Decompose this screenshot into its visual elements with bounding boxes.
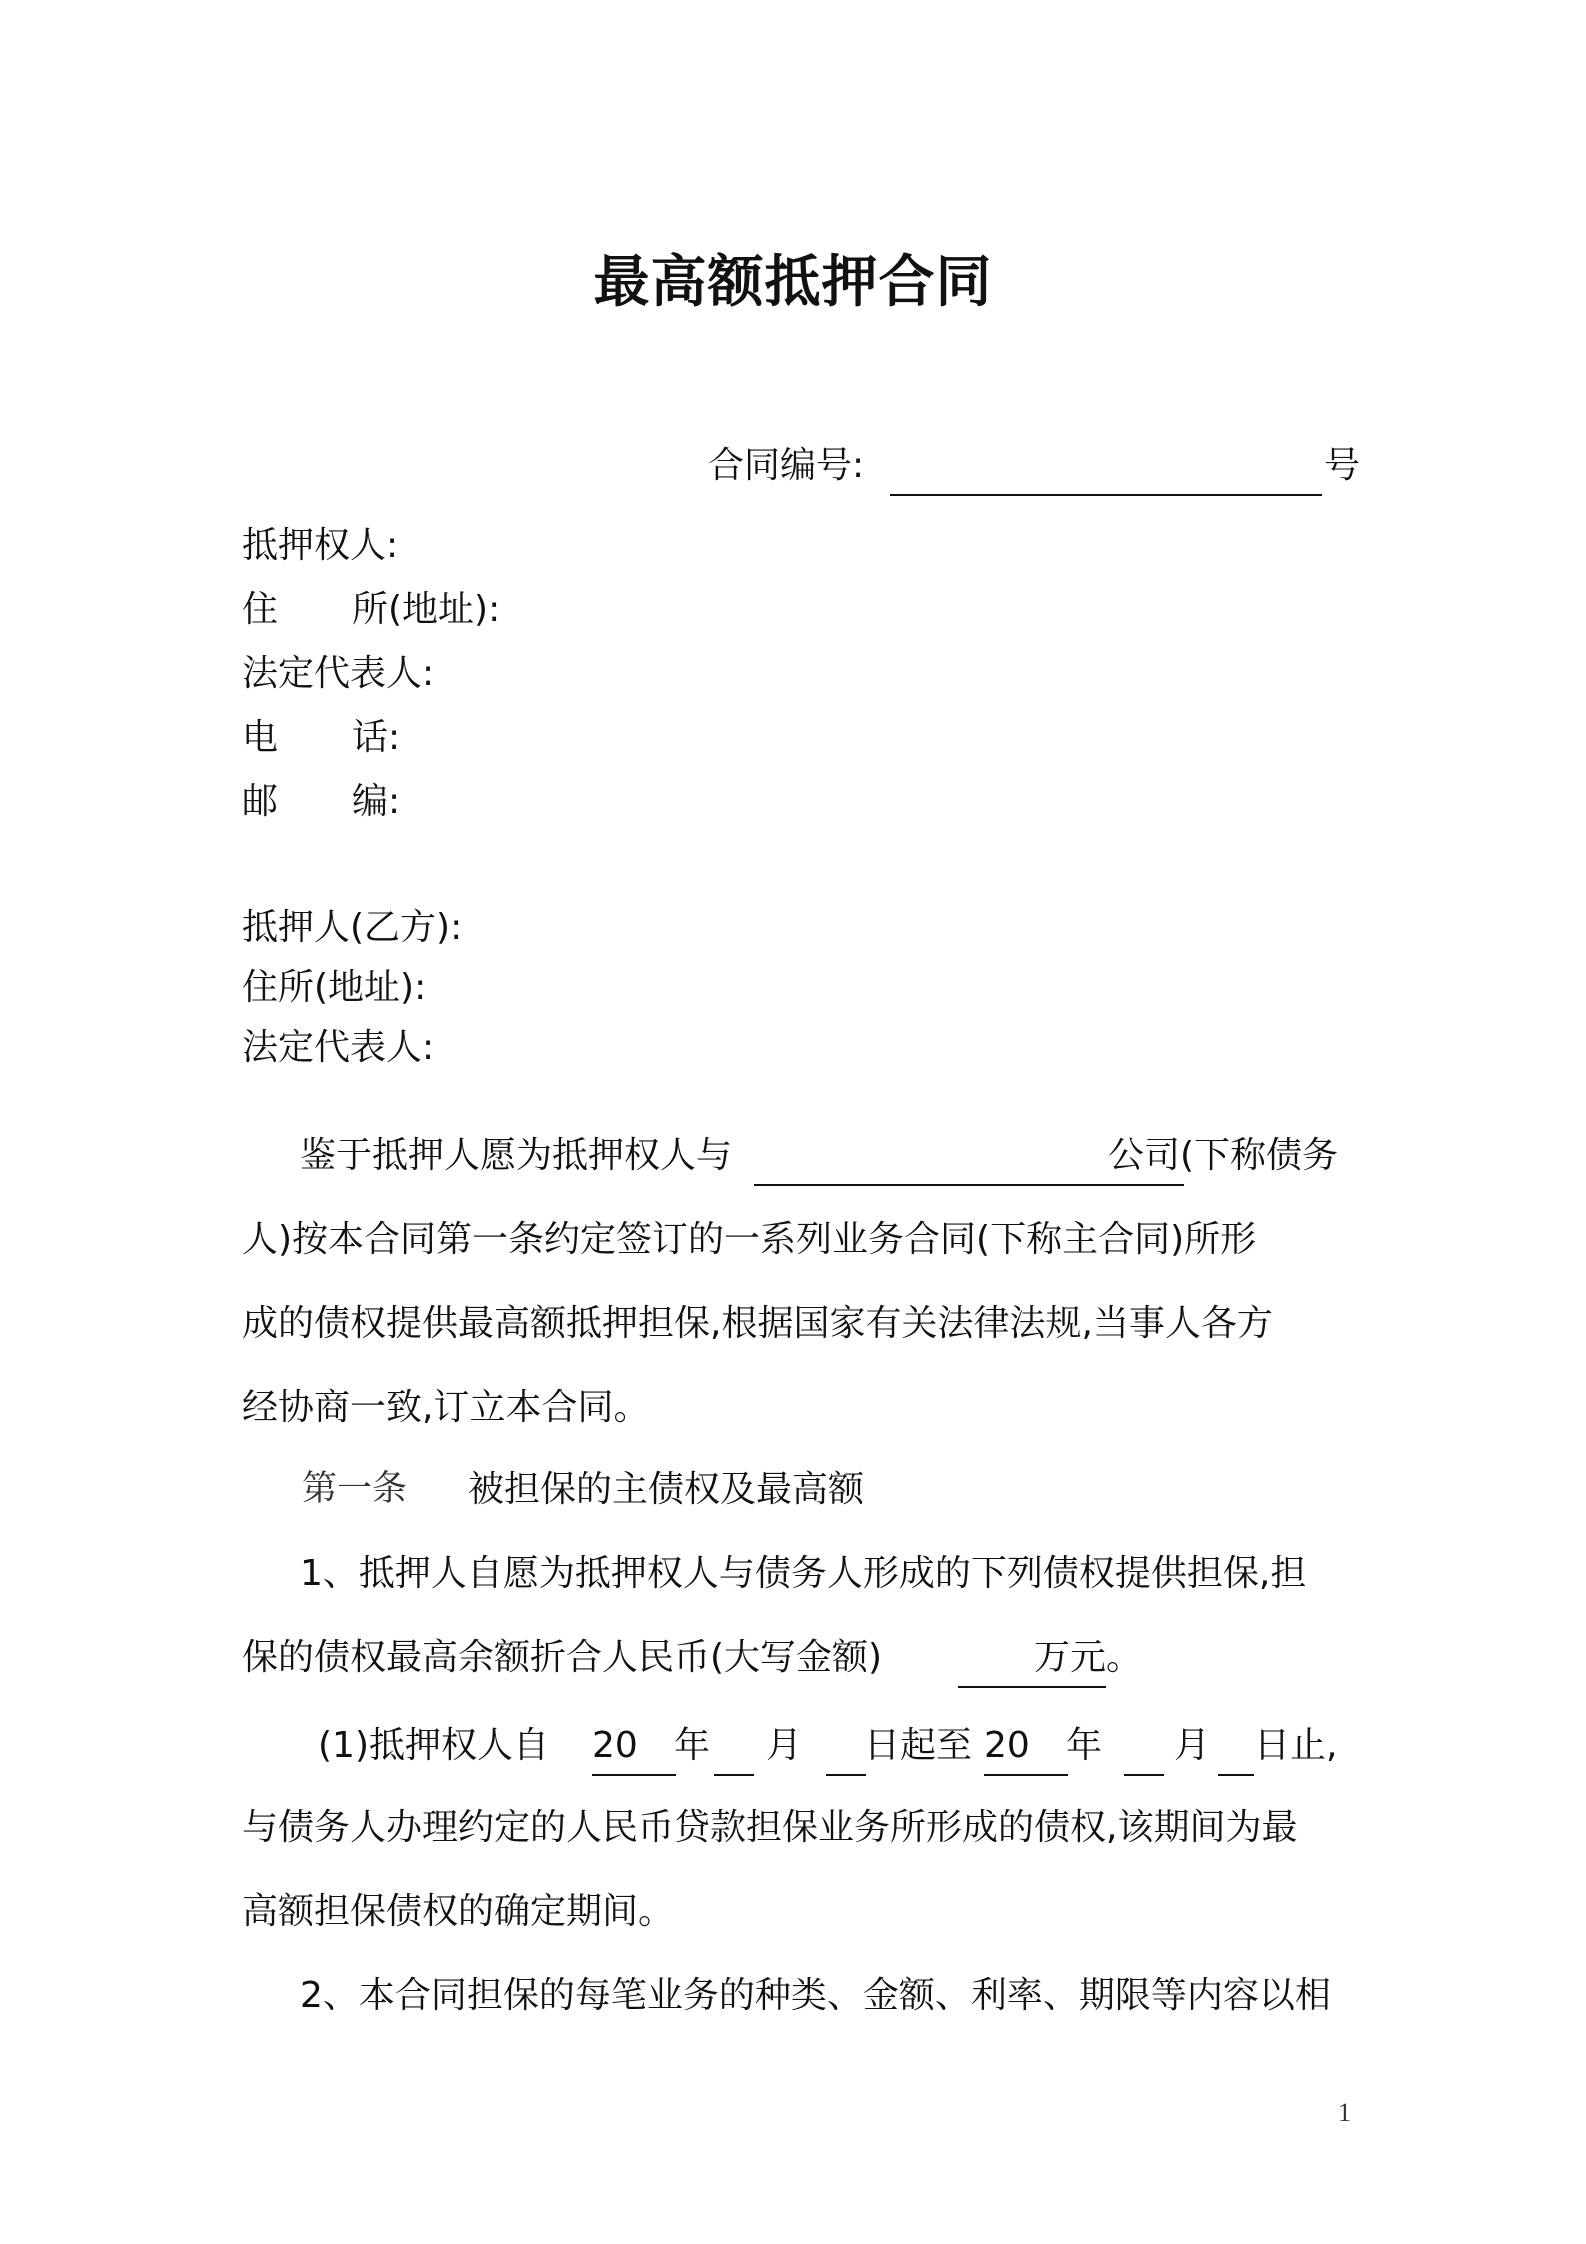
subclause-1-line-3: 高额担保债权的确定期间。 [242,1891,675,1932]
mortgagee-phone-label-a: 电 [242,717,279,758]
preamble-line-2: 人)按本合同第一条约定签订的一系列业务合同(下称主合同)所形 [242,1219,1257,1260]
preamble-line-4: 经协商一致,订立本合同。 [242,1387,650,1428]
subclause-1-line-2: 与债务人办理约定的人民币贷款担保业务所形成的债权,该期间为最 [242,1807,1298,1848]
mortgagor-representative-label: 法定代表人: [242,1027,435,1068]
clause-1-line-1: 1、抵押人自愿为抵押权人与债务人形成的下列债权提供担保,担 [300,1553,1307,1594]
clause-1-line-2a: 保的债权最高余额折合人民币(大写金额) [242,1637,883,1678]
start-day-label: 日起至 [864,1725,973,1766]
start-year-prefix: 20 [592,1725,638,1766]
subclause-1-prefix: (1)抵押权人自 [318,1725,549,1766]
mortgagee-address-label-b: 所(地址): [352,589,501,630]
end-day-blank [1218,1740,1254,1776]
mortgagor-address-label: 住所(地址): [242,967,427,1008]
document-title: 最高额抵押合同 [593,250,993,315]
mortgagee-phone-label-b: 话: [352,717,401,758]
mortgagee-name-label: 抵押权人: [242,525,399,566]
mortgagor-name-label: 抵押人(乙方): [242,907,463,948]
preamble-line-1b: 公司(下称债务 [1108,1135,1339,1176]
mortgagee-representative-label: 法定代表人: [242,653,435,694]
end-month-blank [1124,1740,1164,1776]
mortgagee-address-label-a: 住 [242,589,279,630]
end-day-label: 日止, [1254,1725,1338,1766]
clause-1-line-2c: 。 [1106,1637,1143,1678]
end-year-prefix: 20 [984,1725,1030,1766]
amount-unit: 万元 [1034,1637,1107,1678]
mortgagee-postcode-label-a: 邮 [242,781,279,822]
page-number: 1 [1338,2098,1351,2127]
article-1-number: 第一条 [302,1469,408,1509]
start-day-blank [826,1740,866,1776]
preamble-line-3: 成的债权提供最高额抵押担保,根据国家有关法律法规,当事人各方 [242,1303,1273,1344]
start-month-label: 月 [766,1725,803,1766]
start-month-blank [714,1740,754,1776]
contract-no-blank [890,460,1322,496]
end-year-label: 年 [1066,1725,1103,1766]
clause-2-line-1: 2、本合同担保的每笔业务的种类、金额、利率、期限等内容以相 [300,1975,1331,2016]
contract-no-label: 合同编号: [708,445,865,486]
mortgagee-postcode-label-b: 编: [352,781,401,822]
article-1-heading: 被担保的主债权及最高额 [468,1469,865,1510]
preamble-line-1a: 鉴于抵押人愿为抵押权人与 [300,1135,733,1176]
end-month-label: 月 [1174,1725,1211,1766]
start-year-label: 年 [674,1725,711,1766]
contract-no-suffix: 号 [1324,445,1361,486]
